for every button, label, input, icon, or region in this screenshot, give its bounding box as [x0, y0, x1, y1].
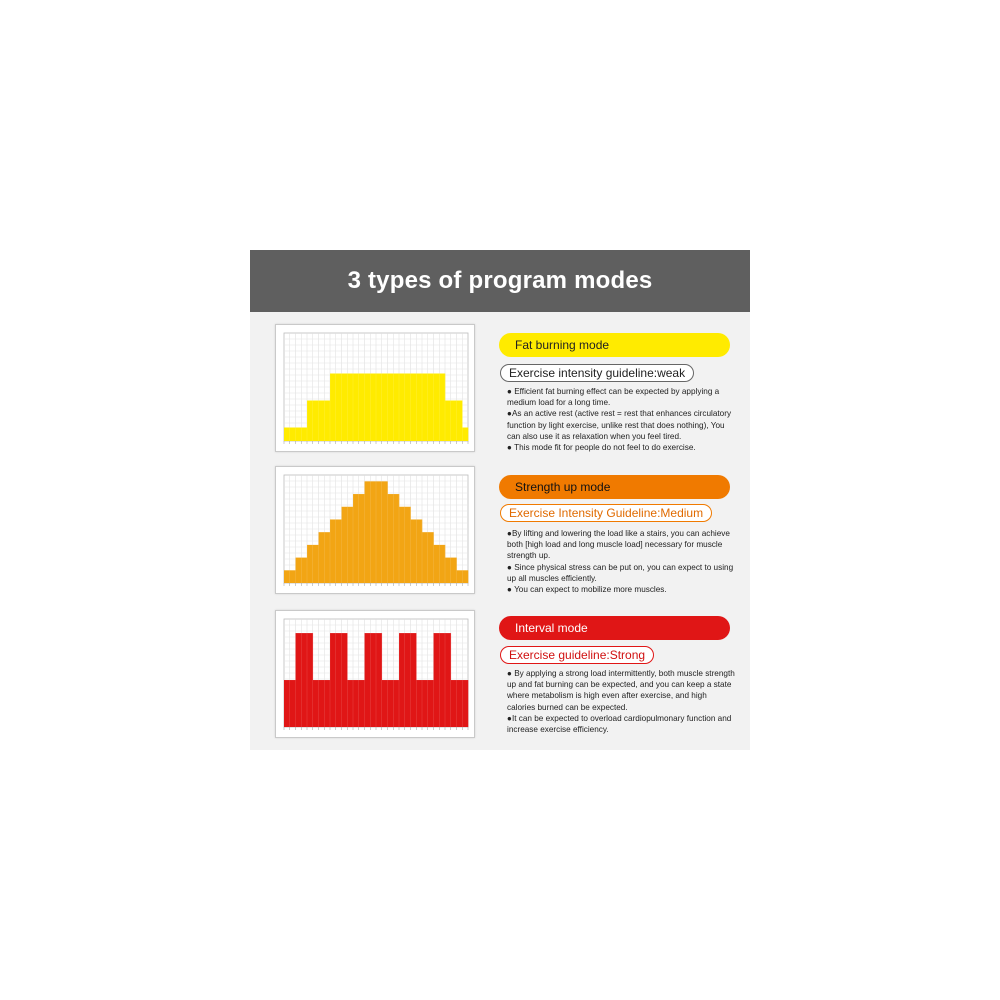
chart-bar — [445, 633, 451, 727]
chart-bar — [365, 374, 371, 442]
description-line: ●As an active rest (active rest = rest that enhances circulatory function by light exercise, unlike rest that does nothing), You can also use it as relaxation when you feel tired. — [507, 409, 732, 441]
chart-bar — [399, 507, 405, 583]
chart-bar — [347, 507, 353, 583]
fat-burning-chart-svg — [276, 325, 474, 451]
chart-bar — [347, 680, 353, 727]
chart-bar — [296, 633, 302, 727]
chart-bar — [451, 401, 457, 442]
fat-burning-chart — [275, 324, 475, 452]
chart-bar — [319, 401, 325, 442]
description-line: ● Efficient fat burning effect can be expected by applying a medium load for a long time. — [507, 387, 720, 408]
chart-bar — [405, 374, 411, 442]
chart-bar — [434, 633, 440, 727]
chart-bar — [359, 374, 365, 442]
chart-bar — [388, 374, 394, 442]
chart-bar — [405, 633, 411, 727]
mode-label-text: Fat burning mode — [515, 338, 610, 352]
chart-bar — [365, 633, 371, 727]
chart-bar — [422, 374, 428, 442]
chart-bar — [439, 633, 445, 727]
description-line: ●It can be expected to overload cardiopulmonary function and increase exercise efficiency. — [507, 713, 732, 735]
description-line: ●By lifting and lowering the load like a stairs, you can achieve both [high load and long muscle load] necessary for muscle strength up. — [507, 529, 730, 561]
chart-bar — [405, 507, 411, 583]
chart-bar — [434, 374, 440, 442]
chart-bar — [284, 428, 290, 442]
chart-bar — [411, 633, 417, 727]
chart-bar — [301, 558, 307, 583]
chart-bar — [416, 519, 422, 583]
chart-bar — [393, 680, 399, 727]
guideline-text: Exercise intensity guideline:weak — [509, 366, 686, 380]
chart-bar — [359, 680, 365, 727]
chart-bar — [428, 532, 434, 583]
chart-bar — [393, 494, 399, 583]
chart-bar — [342, 507, 348, 583]
chart-bar — [457, 401, 463, 442]
mode-label-text: Interval mode — [515, 621, 588, 635]
interval-description — [507, 668, 735, 735]
chart-bar — [324, 401, 330, 442]
chart-bar — [457, 570, 463, 583]
chart-bar — [428, 374, 434, 442]
chart-bar — [393, 374, 399, 442]
chart-bar — [411, 519, 417, 583]
chart-bar — [290, 680, 296, 727]
chart-bar — [365, 481, 371, 583]
chart-bar — [296, 558, 302, 583]
fat-burning-mode-label — [499, 333, 730, 357]
chart-bar — [416, 680, 422, 727]
program-modes-panel — [250, 250, 750, 750]
header-banner — [250, 250, 750, 312]
chart-bar — [284, 680, 290, 727]
chart-bar — [399, 374, 405, 442]
guideline-text: Exercise guideline:Strong — [509, 648, 646, 662]
chart-bar — [284, 570, 290, 583]
chart-bar — [370, 633, 376, 727]
chart-bar — [376, 481, 382, 583]
chart-bar — [319, 532, 325, 583]
chart-bar — [422, 680, 428, 727]
chart-bar — [370, 481, 376, 583]
chart-bar — [451, 558, 457, 583]
chart-bar — [330, 374, 336, 442]
chart-bar — [301, 428, 307, 442]
chart-bar — [382, 374, 388, 442]
strength-up-chart — [275, 466, 475, 594]
chart-bar — [462, 680, 468, 727]
description-line: ● By applying a strong load intermittently, both muscle strength up and fat burning can be expected, and you can keep a state where metabolism is high even after exercise, and high calories burned can be expected. — [507, 669, 735, 712]
chart-bar — [422, 532, 428, 583]
chart-bar — [388, 680, 394, 727]
chart-bar — [428, 680, 434, 727]
page-title: 3 types of program modes — [347, 267, 653, 294]
chart-bar — [330, 633, 336, 727]
fat-burning-guideline-badge — [500, 364, 694, 382]
chart-bar — [324, 532, 330, 583]
chart-bar — [307, 401, 313, 442]
chart-bar — [353, 374, 359, 442]
chart-bar — [347, 374, 353, 442]
description-line: ● You can expect to mobilize more muscles. — [507, 585, 667, 595]
fat-burning-description — [507, 386, 735, 453]
chart-bar — [324, 680, 330, 727]
chart-bar — [336, 374, 342, 442]
chart-bar — [290, 570, 296, 583]
chart-bar — [451, 680, 457, 727]
mode-label-text: Strength up mode — [515, 480, 611, 494]
chart-bar — [399, 633, 405, 727]
chart-bar — [307, 545, 313, 583]
interval-guideline-badge — [500, 646, 654, 664]
description-line: ● This mode fit for people do not feel to do exercise. — [507, 443, 696, 453]
strength-up-description — [507, 528, 735, 595]
chart-bar — [342, 374, 348, 442]
chart-bar — [382, 481, 388, 583]
chart-bar — [313, 545, 319, 583]
description-line: ● Since physical stress can be put on, you can expect to using up all muscles efficiently. — [507, 562, 734, 583]
chart-bar — [376, 374, 382, 442]
chart-bar — [411, 374, 417, 442]
chart-bar — [296, 428, 302, 442]
chart-bar — [416, 374, 422, 442]
chart-bar — [313, 401, 319, 442]
chart-bar — [313, 680, 319, 727]
chart-bar — [388, 494, 394, 583]
interval-chart-svg — [276, 611, 474, 737]
chart-bar — [376, 633, 382, 727]
chart-bar — [439, 545, 445, 583]
chart-bar — [336, 519, 342, 583]
chart-bar — [330, 519, 336, 583]
chart-bar — [353, 680, 359, 727]
interval-mode-label — [499, 616, 730, 640]
chart-bar — [290, 428, 296, 442]
chart-bar — [462, 570, 468, 583]
chart-bar — [301, 633, 307, 727]
chart-bar — [319, 680, 325, 727]
chart-bar — [359, 494, 365, 583]
chart-bar — [353, 494, 359, 583]
chart-bar — [462, 428, 468, 442]
strength-up-chart-svg — [276, 467, 474, 593]
strength-up-guideline-badge — [500, 504, 712, 522]
chart-bar — [307, 633, 313, 727]
strength-up-mode-label — [499, 475, 730, 499]
chart-bar — [342, 633, 348, 727]
interval-chart — [275, 610, 475, 738]
chart-bar — [336, 633, 342, 727]
chart-bar — [445, 558, 451, 583]
chart-bar — [434, 545, 440, 583]
chart-bar — [457, 680, 463, 727]
chart-bar — [445, 401, 451, 442]
guideline-text: Exercise Intensity Guideline:Medium — [509, 506, 704, 520]
chart-bar — [439, 374, 445, 442]
chart-bar — [370, 374, 376, 442]
chart-bar — [382, 680, 388, 727]
